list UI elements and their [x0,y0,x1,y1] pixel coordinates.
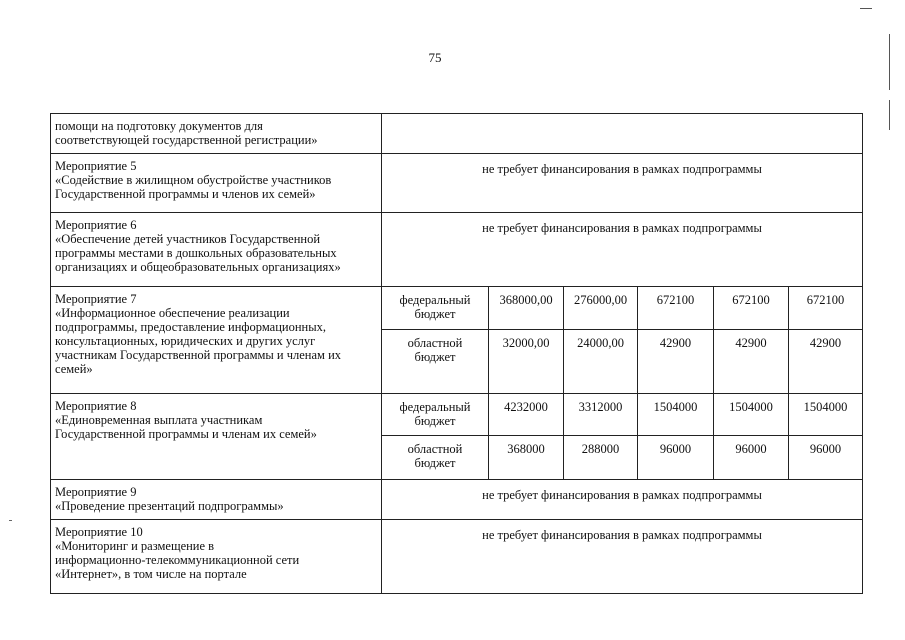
budget-source-line: бюджет [414,350,456,364]
measure-description-cell [51,213,382,287]
funding-amount-cell: 42900 [638,330,714,394]
measure-description-line: Государственной программы и членам их семей» [55,427,317,441]
funding-amount-cell: 1504000 [789,394,863,436]
funding-amount-cell: 42900 [714,330,789,394]
funding-amount-cell: 672100 [638,287,714,330]
table-row [51,287,863,330]
table-body [51,114,863,594]
funding-amount-cell: 672100 [789,287,863,330]
empty-funding-cell [382,114,863,154]
budget-source-line: областной [407,336,463,350]
table-row [51,520,863,594]
funding-amount-cell: 24000,00 [564,330,638,394]
measure-description-line: подпрограммы, предоставление информационных, [55,320,326,334]
measure-description-line: Мероприятие 5 [55,159,137,173]
measure-description-line: «Информационное обеспечение реализации [55,306,290,320]
program-funding-table [50,113,863,594]
measure-description-line: «Интернет», в том числе на портале [55,567,247,581]
budget-source-line: федеральный [399,400,471,414]
measure-description-line: консультационных, юридических и других услуг [55,334,316,348]
funding-note-cell: не требует финансирования в рамках подпрограммы [382,154,863,213]
measure-description-line: программы местами в дошкольных образовательных [55,246,337,260]
funding-amount-cell: 96000 [789,436,863,480]
funding-amount-cell: 368000 [489,436,564,480]
measure-description-line: «Мониторинг и размещение в [55,539,215,553]
measure-description-cell [51,154,382,213]
measure-description-line: Государственной программы и членов их семей» [55,187,316,201]
funding-amount-cell: 672100 [714,287,789,330]
measure-description-line: «Единовременная выплата участникам [55,413,263,427]
funding-amount-cell: 368000,00 [489,287,564,330]
measure-description-line: Мероприятие 7 [55,292,137,306]
budget-source-cell [382,287,489,330]
measure-description-line: Мероприятие 8 [55,399,137,413]
funding-amount-cell: 3312000 [564,394,638,436]
funding-note-cell: не требует финансирования в рамках подпрограммы [382,480,863,520]
budget-source-cell [382,394,489,436]
measure-description-line: организациях и общеобразовательных организациях» [55,260,341,274]
funding-amount-cell: 42900 [789,330,863,394]
funding-amount-cell: 276000,00 [564,287,638,330]
budget-source-line: бюджет [414,307,456,321]
budget-source-cell [382,330,489,394]
scan-edge-mark [889,100,890,130]
table-row [51,114,863,154]
budget-source-line: бюджет [414,414,456,428]
scan-edge-mark [889,34,890,90]
measure-description-line: «Проведение презентаций подпрограммы» [55,499,284,513]
measure-description-line: Мероприятие 6 [55,218,137,232]
measure-description-line: «Содействие в жилищном обустройстве участников [55,173,332,187]
funding-amount-cell: 96000 [714,436,789,480]
table-row [51,480,863,520]
scan-edge-mark [860,8,872,9]
funding-amount-cell: 4232000 [489,394,564,436]
measure-description-cell [51,520,382,594]
funding-amount-cell: 1504000 [714,394,789,436]
funding-amount-cell: 288000 [564,436,638,480]
table-row [51,213,863,287]
funding-amount-cell: 96000 [638,436,714,480]
measure-description-cell [51,480,382,520]
table-row [51,394,863,436]
measure-description-line: помощи на подготовку документов для [55,119,263,133]
budget-source-line: областной [407,442,463,456]
budget-source-cell [382,436,489,480]
measure-description-cell [51,114,382,154]
funding-amount-cell: 32000,00 [489,330,564,394]
measure-description-line: участникам Государственной программы и членам их [55,348,342,362]
measure-description-cell [51,394,382,480]
measure-description-line: соответствующей государственной регистрации» [55,133,318,147]
table-row [51,154,863,213]
measure-description-line: семей» [55,362,93,376]
measure-description-cell [51,287,382,394]
funding-amount-cell: 1504000 [638,394,714,436]
measure-description-line: «Обеспечение детей участников Государственной [55,232,321,246]
budget-source-line: бюджет [414,456,456,470]
measure-description-line: Мероприятие 9 [55,485,137,499]
measure-description-line: Мероприятие 10 [55,525,143,539]
page-number: 75 [428,50,442,65]
budget-source-line: федеральный [399,293,471,307]
funding-note-cell: не требует финансирования в рамках подпрограммы [382,213,863,287]
funding-note-cell: не требует финансирования в рамках подпрограммы [382,520,863,594]
scan-edge-mark [9,520,12,521]
measure-description-line: информационно-телекоммуникационной сети [55,553,300,567]
